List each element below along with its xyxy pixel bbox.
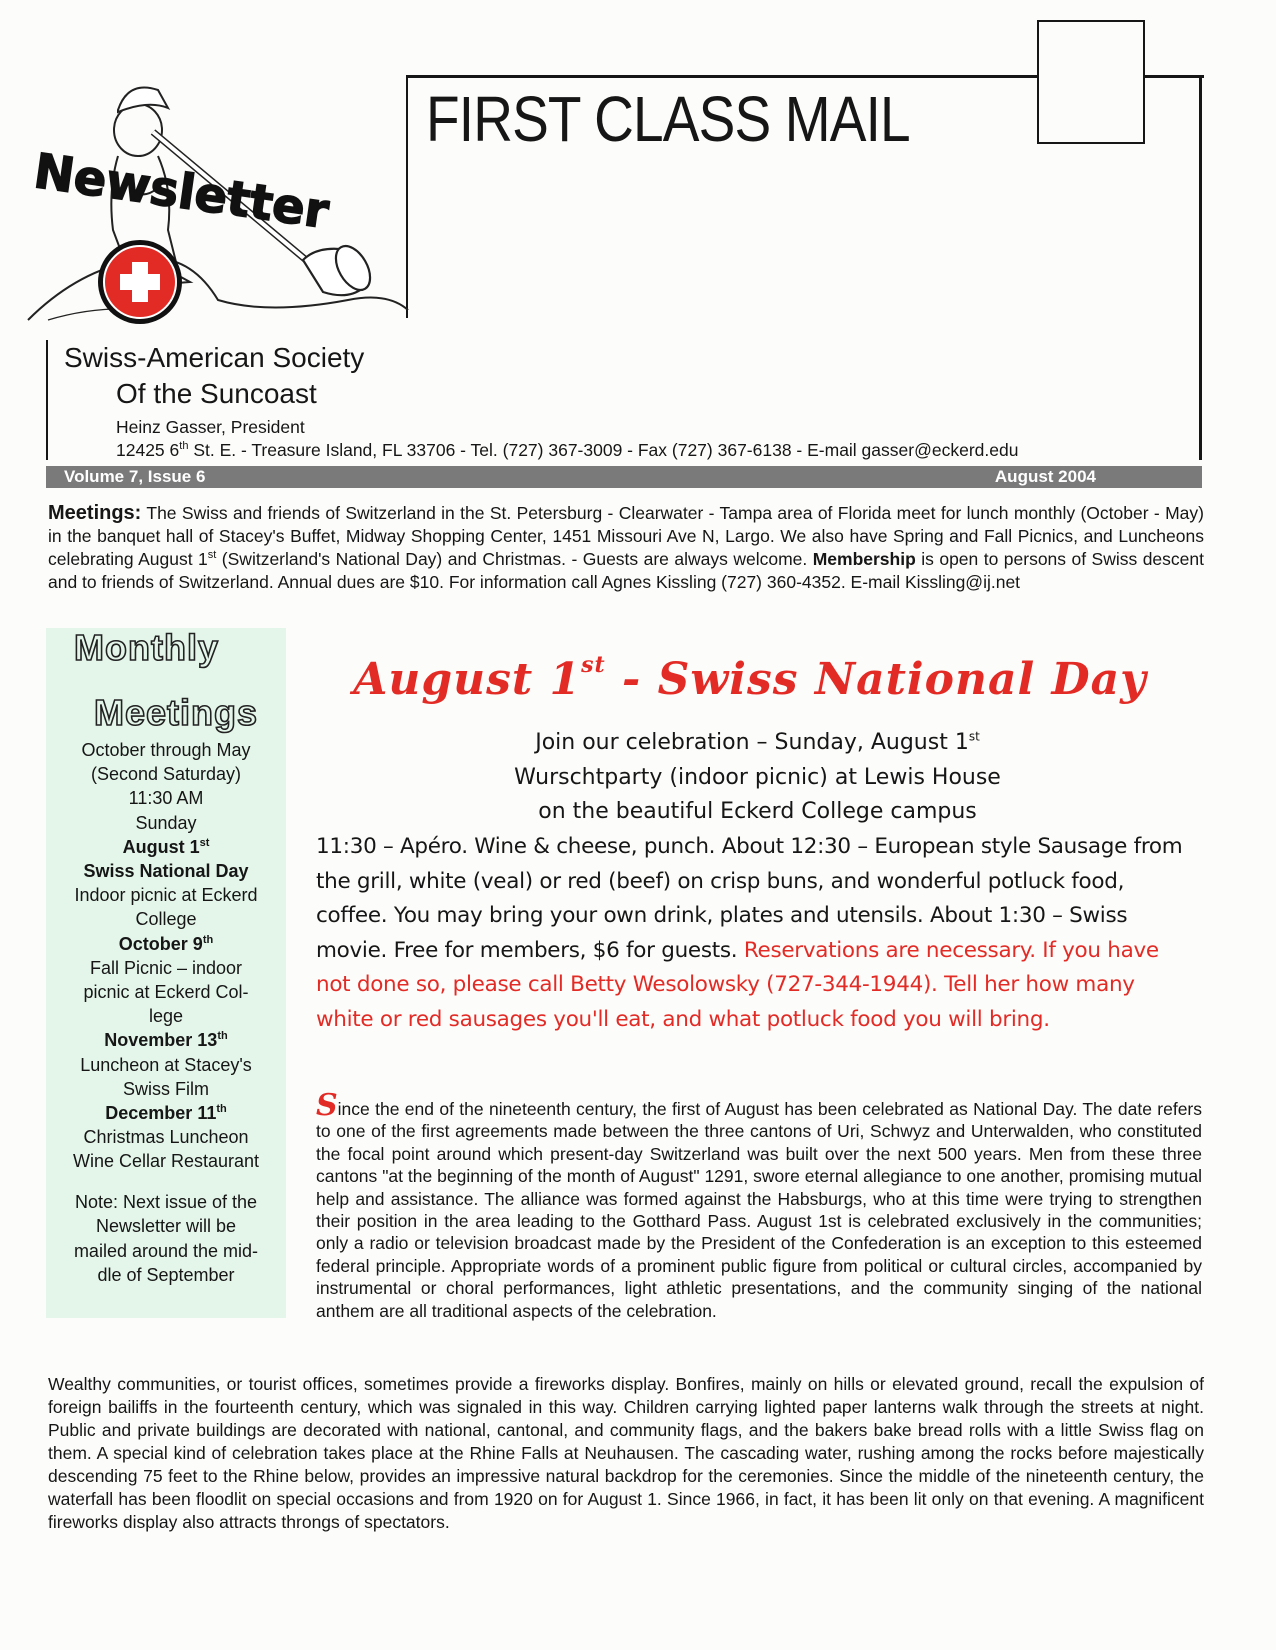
reservation-notice: Reservations are necessary. If you have not done so, please call Betty Wesolowsky (727-344-1944). Tell her how many white or red sausages you'll eat, and what potluck food you will bring. <box>316 937 1159 1032</box>
celebration-invite: Join our celebration – Sunday, August 1st Wurschtparty (indoor picnic) at Lewis House on the beautiful Eckerd College campus <box>514 729 1001 824</box>
event-date: August 1st <box>122 836 210 857</box>
meetings-label: Meetings: <box>48 502 142 524</box>
event-title: Swiss National Day <box>83 861 249 882</box>
next-issue-note: Note: Next issue of the Newsletter will be mailed around the mid- dle of September <box>73 1192 259 1286</box>
schedule-line: Wine Cellar Restaurant <box>72 1151 260 1172</box>
schedule-line: lege <box>148 1006 184 1027</box>
membership-label: Membership <box>812 549 916 569</box>
address-line: 12425 6th St. E. - Treasure Island, FL 33706 - Tel. (727) 367-3009 - Fax (727) 367-6138 - E-mail gasser@eckerd.edu <box>116 440 1019 460</box>
schedule-line: picnic at Eckerd Col- <box>83 982 249 1003</box>
masthead-rule <box>46 340 48 460</box>
schedule-line: 11:30 AM <box>128 788 204 809</box>
schedule-line: College <box>135 909 197 930</box>
schedule-line: Luncheon at Stacey's <box>80 1054 252 1075</box>
president-line: Heinz Gasser, President <box>116 417 305 437</box>
volume-issue: Volume 7, Issue 6 <box>64 467 206 486</box>
meetings-paragraph: Meetings: The Swiss and friends of Switzerland in the St. Petersburg - Clearwater - Tampa area of Florida meet for lunch monthly (October - May) in the banquet hall of Stacey's Buffet, Midway Shopping Center, 1451 Missouri Ave N, Largo. We also have Spring and Fall Picnics, and Luncheons celebrating August 1st (Switzerland's National Day) and Christmas. - Guests are always welcome. Membership is open to persons of Swiss descent and to friends of Switzerland. Annual dues are $10. For information call Agnes Kissling (727) 360-4352. E-mail Kissling@ij.net <box>48 502 1204 592</box>
stamp-box <box>1037 20 1145 144</box>
society-name: Swiss-American Society <box>64 342 365 373</box>
article-body: Since the end of the nineteenth century, the first of August has been celebrated as National Day. The date refers to one of the first agreements made between the three cantons of Uri, Schwyz and Unterwalden, who constituted the focal point around which present-day Switzerland was built over the next 500 years. Men from these three cantons "at the beginning of the month of August" 1291, swore eternal allegiance to one another, promising mutual help and assistance. The alliance was formed against the Habsburgs, who at this time were trying to strengthen their position in the area leading to the Gotthard Pass. August 1st is celebrated exclusively in the communities; only a radio or television broadcast made by the President of the Confederation is an exception to this esteemed federal principle. Appropriate words of a prominent public figure from political or cultural circles, accompanied by instrumental or choral performances, light athletic presentations, and the community singing of the national anthem are all traditional aspects of the celebration. <box>316 1088 1202 1321</box>
event-date: October 9th <box>118 933 214 954</box>
monthly-meetings-sidebar <box>46 628 286 1318</box>
schedule-line: Fall Picnic – indoor <box>89 957 243 978</box>
newsletter-logo <box>18 70 410 340</box>
schedule-line: October through May <box>81 740 251 760</box>
logo-text: Newsletter <box>30 143 333 240</box>
article-headline: August 1st - Swiss National Day <box>353 652 1147 705</box>
event-date: December 11th <box>105 1103 227 1124</box>
issue-bar <box>46 466 1202 488</box>
mail-class-title: FIRST CLASS MAIL <box>426 83 910 155</box>
mail-frame-right <box>1199 75 1202 460</box>
schedule-line: Swiss Film <box>123 1078 209 1099</box>
society-name-2: Of the Suncoast <box>116 378 317 409</box>
sidebar-title-1: Monthly <box>74 627 219 668</box>
drop-cap: S <box>316 1088 338 1123</box>
schedule-line: (Second Saturday) <box>90 764 242 785</box>
swiss-cross-icon <box>98 240 182 324</box>
schedule-line: Sunday <box>135 812 197 833</box>
schedule-line: Christmas Luncheon <box>83 1127 249 1148</box>
event-details: 11:30 – Apéro. Wine & cheese, punch. About 12:30 – European style Sausage from the grill, white (veal) or red (beef) on crisp buns, and wonderful potluck food, coffee. You may bring your own drink, plates and utensils. About 1:30 – Swiss movie. Free for members, $6 for guests. Reservations are necessary. If you have not done so, please call Betty Wesolowsky (727-344-1944). Tell her how many white or red sausages you'll eat, and what potluck food you will bring. <box>316 834 1183 1032</box>
event-date: November 13th <box>104 1030 228 1051</box>
issue-date: August 2004 <box>994 467 1096 486</box>
sidebar-title-2: Meetings <box>94 692 259 733</box>
article-continued: Wealthy communities, or tourist offices, sometimes provide a fireworks display. Bonfires, mainly on hills or elevated ground, recall the expulsion of foreign bailiffs in the fourteenth century, which was signaled in this way. Children carrying lighted paper lanterns walk through the streets at night. Public and private buildings are decorated with national, cantonal, and community flags, and the bakers bake bread rolls with a little Swiss flag on them. A special kind of celebration takes place at the Rhine Falls at Neuhausen. The cascading water, rushing among the rocks before majestically descending 75 feet to the Rhine below, provides an impressive natural backdrop for the ceremonies. Since the middle of the nineteenth century, the waterfall has been floodlit on special occasions and from 1920 on for August 1. Since 1966, in fact, it has been lit only on that evening. A magnificent fireworks display also attracts throngs of spectators. <box>48 1374 1204 1532</box>
meeting-schedule <box>46 738 286 1174</box>
schedule-line: Indoor picnic at Eckerd <box>74 885 258 906</box>
